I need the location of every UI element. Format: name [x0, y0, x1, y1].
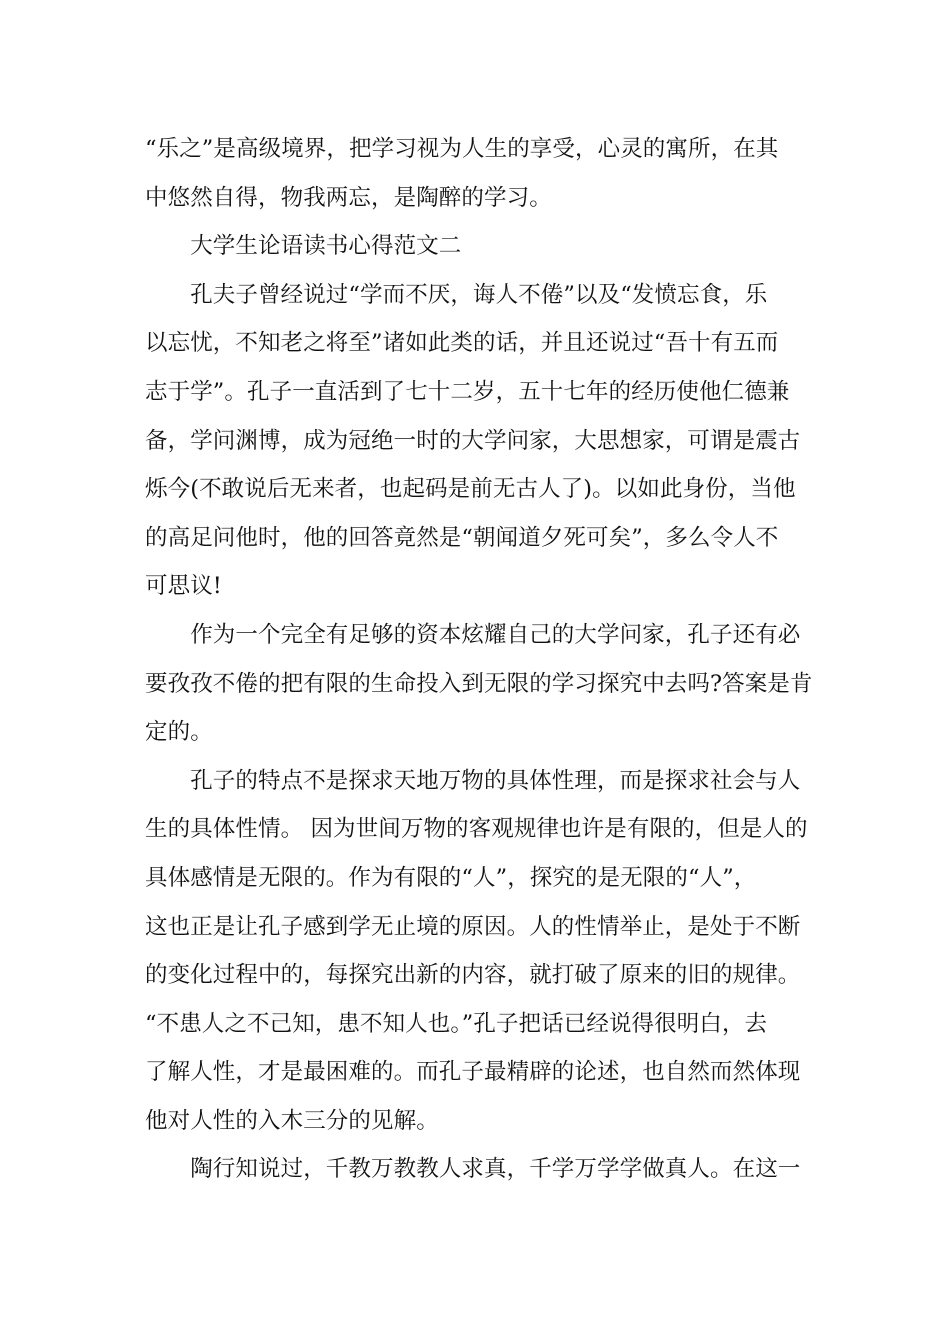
text-line-8: 烁今(不敢说后无来者，也起码是前无古人了)。以如此身份，当他: [145, 476, 796, 503]
text-line-6: 志于学”。孔子一直活到了七十二岁，五十七年的经历使他仁德兼: [145, 378, 790, 405]
text-line-1: “乐之”是高级境界，把学习视为人生的享受，心灵的寓所，在其: [145, 136, 779, 162]
text-line-5: 以忘忧，不知老之将至”诸如此类的话，并且还说过“吾十有五而: [145, 330, 779, 357]
text-line-2: 中悠然自得，物我两忘，是陶醉的学习。: [145, 184, 552, 211]
text-line-4: 孔夫子曾经说过“学而不厌，诲人不倦”以及“发愤忘食，乐: [145, 281, 768, 308]
text-line-12: 要孜孜不倦的把有限的生命投入到无限的学习探究中去吗?答案是肯: [145, 670, 813, 697]
body-text: [145, 125, 813, 1194]
text-line-19: “不患人之不己知，患不知人也。”孔子把话已经说得很明白，去: [145, 1010, 768, 1037]
text-line-18: 的变化过程中的，每探究出新的内容，就打破了原来的旧的规律。: [145, 962, 801, 989]
text-line-11: 作为一个完全有足够的资本炫耀自己的大学问家，孔子还有必: [145, 621, 801, 648]
text-line-21: 他对人性的入木三分的见解。: [145, 1107, 439, 1134]
text-line-14: 孔子的特点不是探求天地万物的具体性理，而是探求社会与人: [145, 767, 801, 794]
text-line-10: 可思议!: [145, 573, 222, 600]
section-heading: 大学生论语读书心得范文二: [145, 233, 462, 260]
text-line-16: 具体感情是无限的。作为有限的“人”，探究的是无限的“人”，: [145, 864, 757, 891]
text-line-17: 这也正是让孔子感到学无止境的原因。人的性情举止，是处于不断: [145, 913, 801, 940]
text-line-20: 了解人性，才是最困难的。而孔子最精辟的论述，也自然而然体现: [145, 1059, 801, 1086]
text-line-15: 生的具体性情。 因为世间万物的客观规律也许是有限的，但是人的: [145, 816, 808, 843]
text-line-13: 定的。: [145, 719, 213, 746]
text-line-9: 的高足问他时，他的回答竟然是“朝闻道夕死可矣”，多么令人不: [145, 524, 779, 551]
text-line-7: 备，学问渊博，成为冠绝一时的大学问家，大思想家，可谓是震古: [145, 427, 801, 454]
text-line-22: 陶行知说过，千教万教教人求真，千学万学学做真人。在这一: [145, 1156, 801, 1183]
